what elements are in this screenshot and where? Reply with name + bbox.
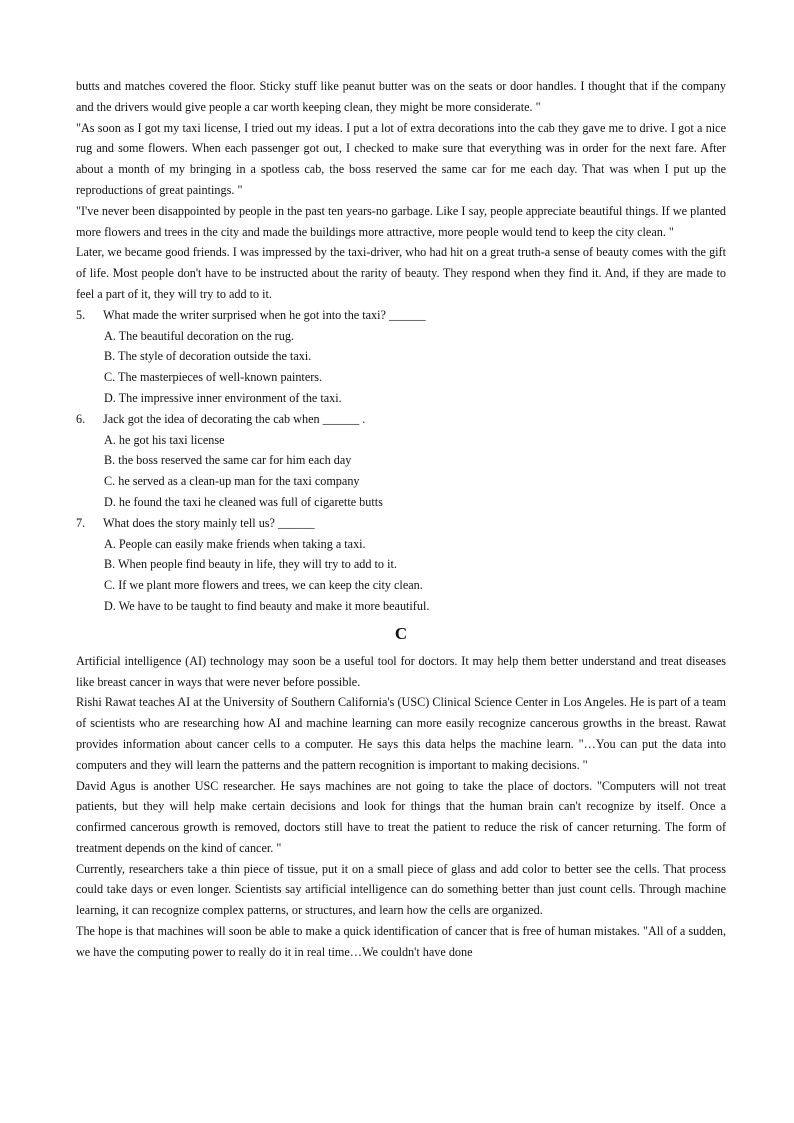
passage-c-paragraph-5: The hope is that machines will soon be able to make a quick identification of cancer that is free of human mistakes. "All of a sudden, we have the computing power to really do it in real time…We couldn't have done [76, 924, 726, 959]
passage-b-paragraph-2: "As soon as I got my taxi license, I tried out my ideas. I put a lot of extra decorations into the cab they gave me to drive. I got a nice rug and some flowers. When each passenger got out, I checked to make sure that everything was in order for the next fare. After about a month of my bringing in a spotless cab, the boss reserved the same car for me each day. That was when I put up the reproductions of great paintings. " [76, 120, 726, 197]
option-a: A. The beautiful decoration on the rug. [104, 328, 294, 343]
passage-c [76, 651, 726, 963]
question-text: What does the story mainly tell us? ______ [103, 515, 315, 530]
question-number: 7. [76, 515, 86, 530]
document-page [76, 76, 726, 963]
question-number: 5. [76, 307, 86, 322]
option-b: B. The style of decoration outside the taxi. [104, 349, 312, 364]
option-d: D. We have to be taught to find beauty and make it more beautiful. [104, 598, 430, 613]
section-c-heading: C [394, 623, 408, 643]
option-b: B. the boss reserved the same car for him each day [104, 453, 352, 468]
option-a: A. he got his taxi license [104, 432, 225, 447]
question-text: Jack got the idea of decorating the cab when ______ . [103, 411, 366, 426]
passage-b-paragraph-1: butts and matches covered the floor. Sticky stuff like peanut butter was on the seats or door handles. I thought that if the company and the drivers would give people a car worth keeping clean, they might be more considerate. " [76, 79, 726, 114]
option-c: C. The masterpieces of well-known painters. [104, 370, 323, 385]
question-list [76, 305, 726, 617]
option-c: C. If we plant more flowers and trees, we can keep the city clean. [104, 578, 423, 593]
passage-b-paragraph-3: "I've never been disappointed by people in the past ten years-no garbage. Like I say, people appreciate beautiful things. If we planted more flowers and trees in the city and made the buildings more attractive, more people would tend to keep the city clean. " [76, 203, 726, 239]
question-7 [76, 513, 726, 617]
question-text: What made the writer surprised when he got into the taxi? ______ [103, 307, 426, 322]
option-a: A. People can easily make friends when taking a taxi. [104, 536, 366, 551]
question-6 [76, 409, 726, 513]
question-5 [76, 305, 726, 409]
option-d: D. The impressive inner environment of the taxi. [104, 390, 342, 405]
question-number: 6. [76, 411, 86, 426]
option-b: B. When people find beauty in life, they will try to add to it. [104, 557, 397, 572]
passage-c-paragraph-3: David Agus is another USC researcher. He says machines are not going to take the place of doctors. "Computers will not treat patients, but they will help make certain decisions and look for things that the human brain can't recognize by itself. Once a confirmed cancerous growth is removed, doctors still have to treat the patient to reduce the risk of cancer returning. The form of treatment depends on the kind of cancer. " [76, 778, 726, 855]
passage-c-paragraph-4: Currently, researchers take a thin piece of tissue, put it on a small piece of glass and add color to better see the cells. That process could take days or even longer. Scientists say artificial intelligence can do something better than just count cells. Through machine learning, it can recognize complex patterns, or structures, and learn how the cells are organized. [76, 861, 726, 918]
passage-c-paragraph-1: Artificial intelligence (AI) technology may soon be a useful tool for doctors. It may help them better understand and treat diseases like breast cancer in ways that were never before possible. [76, 653, 726, 689]
passage-b-paragraph-4: Later, we became good friends. I was impressed by the taxi-driver, who had hit on a great truth-a sense of beauty comes with the gift of life. Most people don't have to be instructed about the rarity of beauty. They respond when they find it. And, if they are made to feel a part of it, they will try to add to it. [76, 245, 726, 301]
passage-c-paragraph-2: Rishi Rawat teaches AI at the University of Southern California's (USC) Clinical Science Center in Los Angeles. He is part of a team of scientists who are researching how AI and machine learning can more easily recognize cancerous growths in the breast. Rawat provides information about cancer cells to a computer. He says this data helps the machine learn. "…You can put the data into computers and they will learn the patterns and the pattern recognition is important to making decisions. " [76, 695, 726, 772]
option-d: D. he found the taxi he cleaned was full of cigarette butts [104, 494, 383, 509]
option-c: C. he served as a clean-up man for the taxi company [104, 474, 360, 489]
passage-b [76, 76, 726, 305]
